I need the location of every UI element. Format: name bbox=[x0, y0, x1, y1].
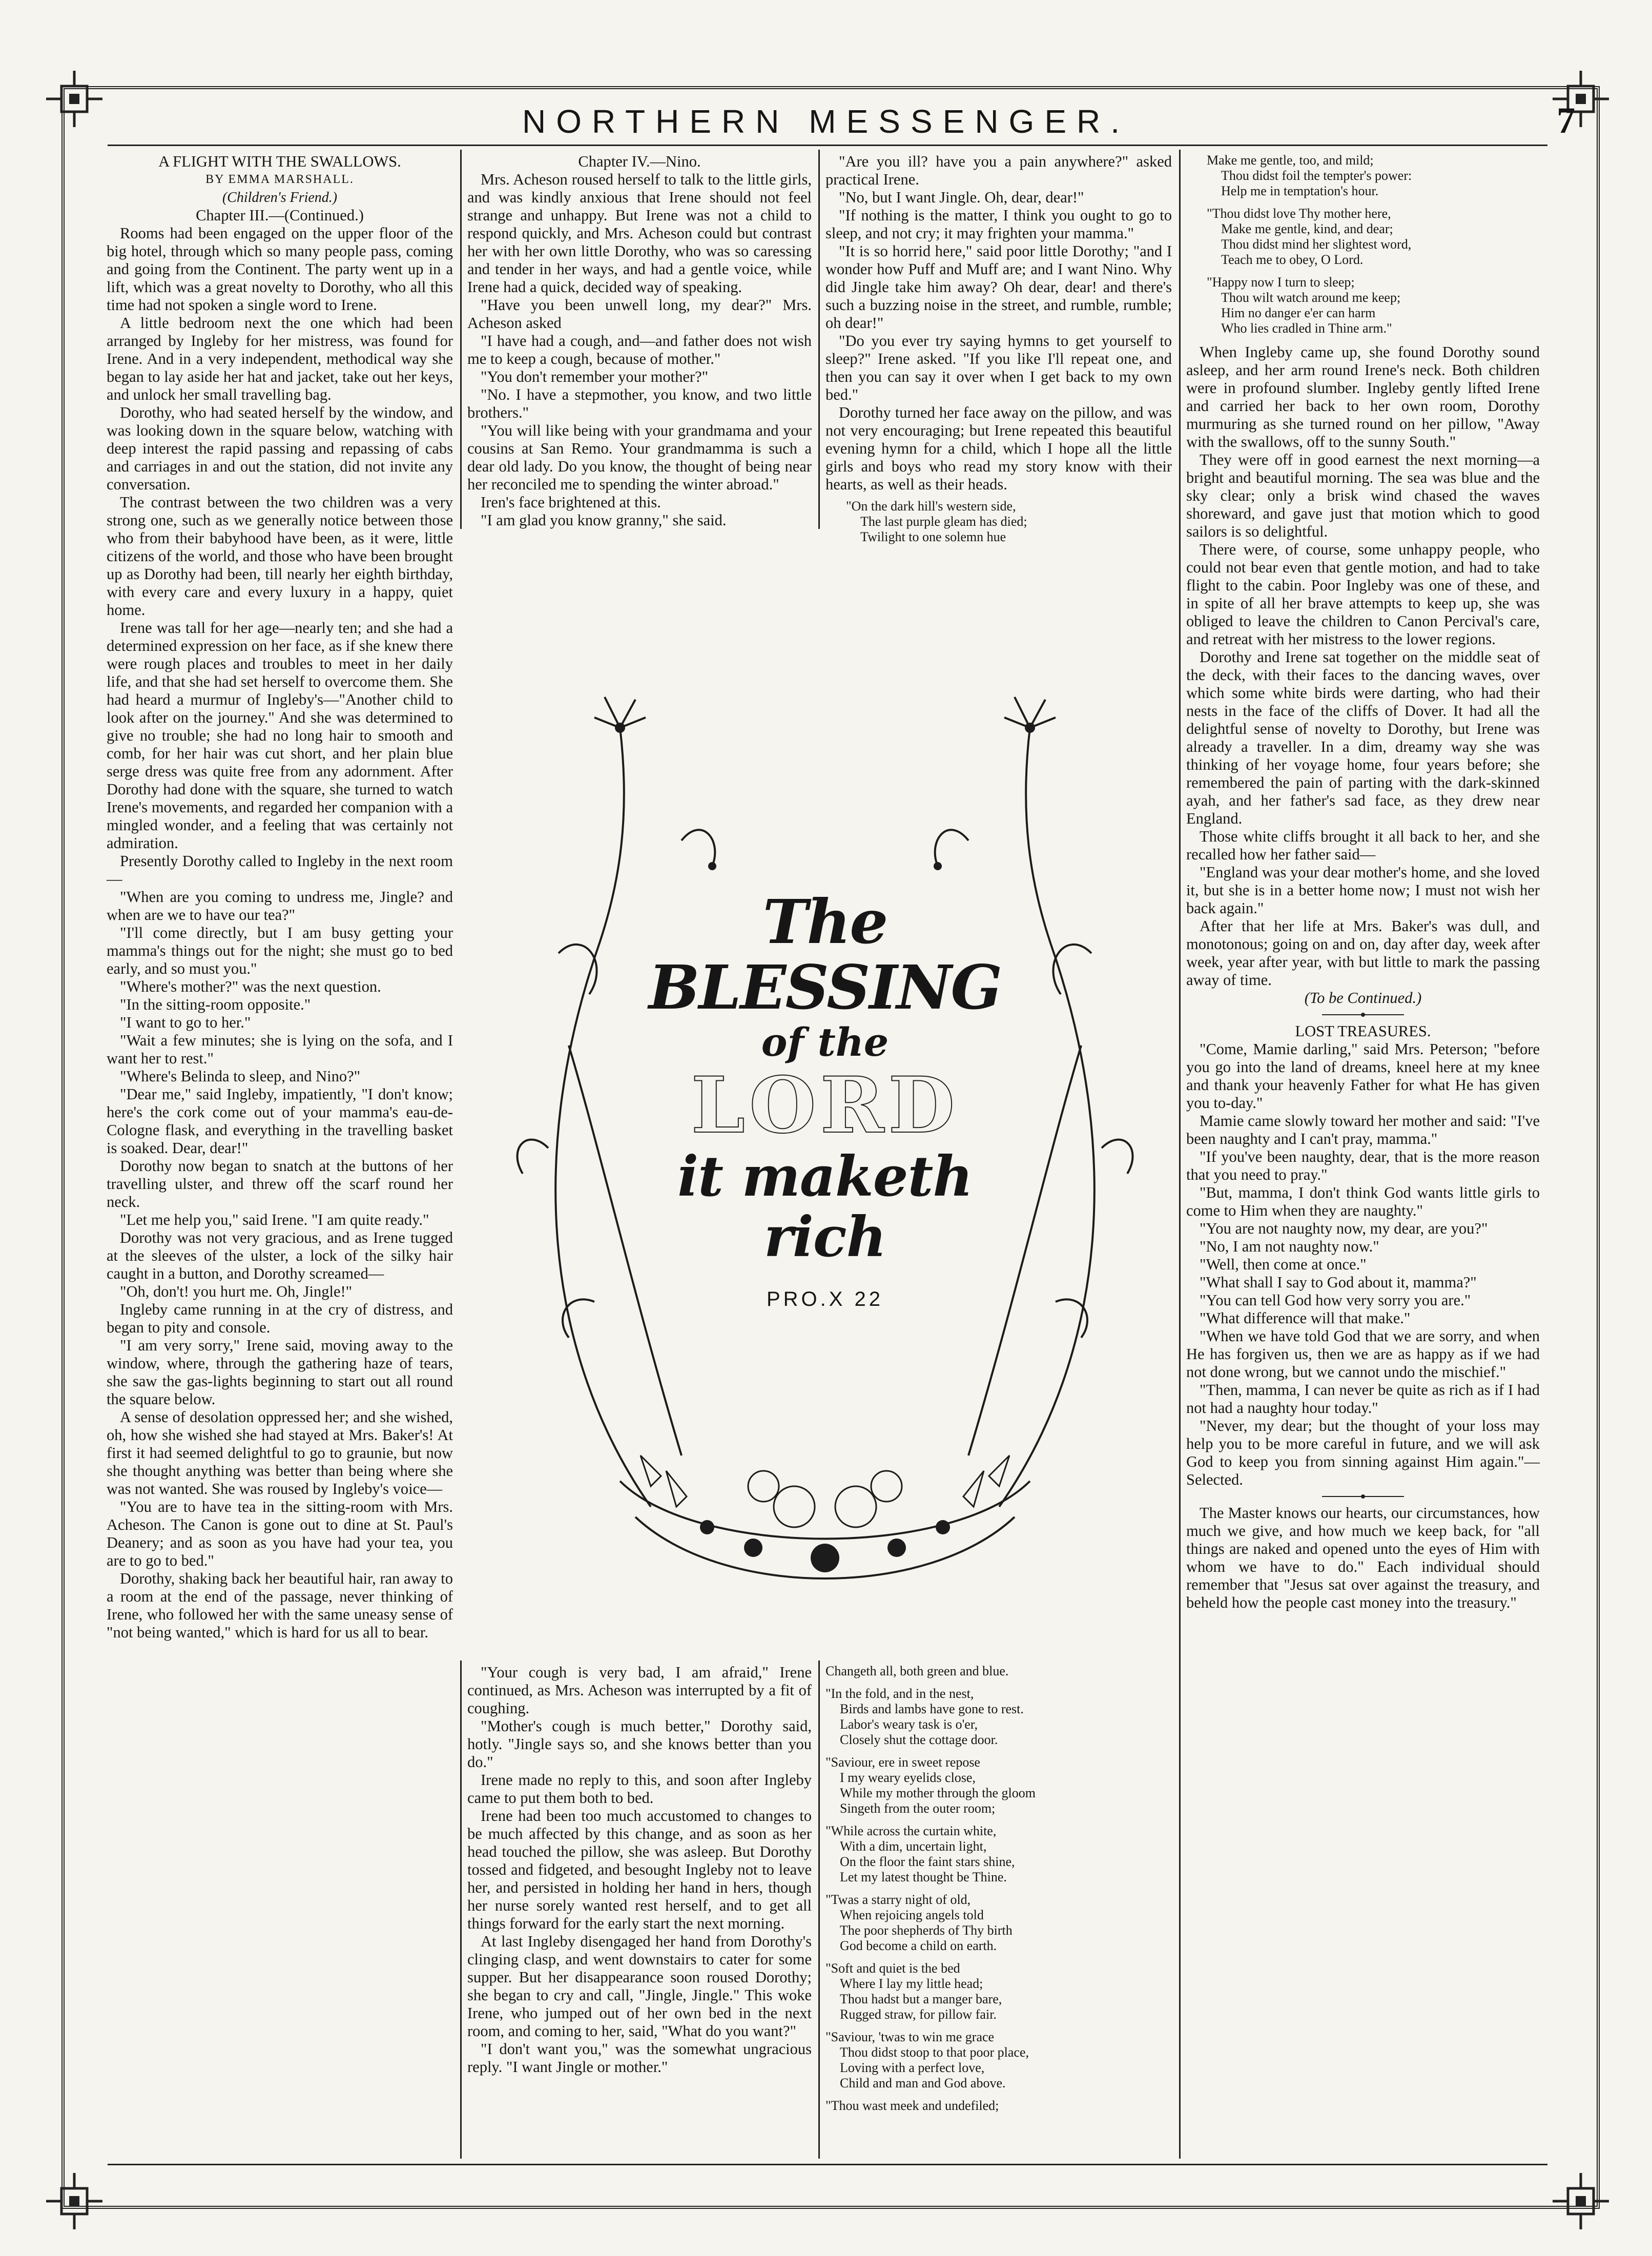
paragraph: "If you've been naughty, dear, that is the more reason that you need to pray." bbox=[1186, 1148, 1540, 1183]
column-divider bbox=[818, 150, 820, 529]
story-byline: BY EMMA MARSHALL. bbox=[205, 173, 354, 186]
paragraph: "Then, mamma, I can never be quite as rich as if I had not had a naughty hour today." bbox=[1186, 1381, 1540, 1417]
hymn-verses-end bbox=[1186, 153, 1540, 336]
verse-line: On the floor the faint stars shine, bbox=[840, 1854, 1015, 1869]
verse-line: Loving with a perfect love, bbox=[840, 2060, 985, 2075]
verse-line: Help me in temptation's hour. bbox=[1221, 183, 1379, 198]
verse-line: I my weary eyelids close, bbox=[840, 1770, 976, 1785]
stanza bbox=[825, 1755, 1172, 1816]
hymn-verse bbox=[825, 499, 1172, 545]
stanza bbox=[825, 1686, 1172, 1748]
paragraph: "Do you ever try saying hymns to get yourself to sleep?" Irene asked. "If you like I'll repeat one, and then you can say it over when I get back to my own bed." bbox=[825, 332, 1172, 403]
paragraph: A little bedroom next the one which had been arranged by Ingleby for her mistress, was found for Irene. And in a very independent, methodical way she began to lay aside her hat and jacket, take out her keys, and unlock her small travelling bag. bbox=[107, 314, 453, 403]
paragraph: "Well, then come at once." bbox=[1200, 1256, 1367, 1273]
paragraph: The contrast between the two children was a very strong one, such as we generally notice between those who from their babyhood have been, as it were, little citizens of the world, and those who have been brought up as Dorothy had been, till nearly her eighth birthday, with every care and every luxury in a happy, quiet home. bbox=[107, 494, 453, 619]
paragraph: Mamie came slowly toward her mother and said: "I've been naughty and I can't pray, mamma." bbox=[1186, 1112, 1540, 1147]
story-title: A FLIGHT WITH THE SWALLOWS. bbox=[158, 153, 401, 170]
column-divider bbox=[818, 1660, 820, 2159]
divider-ornament-icon bbox=[1322, 1012, 1404, 1017]
paragraph: "England was your dear mother's home, and she loved it, but she is in a better home now; I must not wish her back again." bbox=[1186, 864, 1540, 917]
column-1 bbox=[107, 153, 453, 1642]
verse-line: "Happy now I turn to sleep; bbox=[1207, 275, 1355, 290]
paragraph: "You are not naughty now, my dear, are you?" bbox=[1200, 1220, 1488, 1237]
corner-ornament-icon bbox=[1553, 2173, 1609, 2229]
motto-line: The BLESSING bbox=[648, 886, 1002, 1023]
blessing-motto bbox=[630, 886, 1020, 1311]
paragraph: "Where's Belinda to sleep, and Nino?" bbox=[120, 1068, 361, 1085]
paragraph: "Are you ill? have you a pain anywhere?" asked practical Irene. bbox=[825, 153, 1172, 188]
paragraph: "It is so horrid here," said poor little Dorothy; "and I wonder how Puff and Muff are; and I want Nino. Why did Jingle take him away? Oh dear, dear! and there's such a buzzing noise in the street, and rumble, rumble; oh dear!" bbox=[825, 242, 1172, 332]
verse-line: Changeth all, both green and blue. bbox=[825, 1664, 1009, 1678]
verse-line: The poor shepherds of Thy birth bbox=[840, 1923, 1013, 1938]
column-2-top bbox=[467, 153, 812, 529]
column-3-bottom bbox=[825, 1664, 1172, 2121]
paragraph: They were off in good earnest the next morning—a bright and beautiful morning. The sea was blue and the sky clear; only a brisk wind chased the waves shoreward, and gave just that motion which to good sailors is so delightful. bbox=[1186, 451, 1540, 540]
column-2-bottom-body bbox=[467, 1664, 812, 2076]
paragraph: Dorothy and Irene sat together on the middle seat of the deck, with their faces to the dancing waves, over which some white birds were darting, who had their nests in the face of the cliffs of Dover. It had all the delightful sense of novelty to Dorothy, but Irene was already a traveller. In a dim, dreamy way she was thinking of her voyage home, four years before; she remembered the pain of parting with the dark-skinned ayah, and her father's sad face, as they drew near England. bbox=[1186, 648, 1540, 827]
paragraph: "No, I am not naughty now." bbox=[1200, 1238, 1379, 1255]
paragraph: "You don't remember your mother?" bbox=[481, 368, 709, 385]
column-3-top bbox=[825, 153, 1172, 545]
verse-line: Make me gentle, kind, and dear; bbox=[1221, 221, 1393, 236]
paragraph: After that her life at Mrs. Baker's was dull, and monotonous; going on and on, day after day, week after week, year after year, with but little to mark the passing away of time. bbox=[1186, 917, 1540, 989]
verse-line: Closely shut the cottage door. bbox=[840, 1732, 998, 1747]
scripture-reference: PRO.X 22 bbox=[766, 1288, 884, 1310]
verse-line: "Saviour, 'twas to win me grace bbox=[825, 2029, 995, 2044]
chapter-heading: Chapter IV.—Nino. bbox=[578, 153, 701, 170]
paragraph: "If nothing is the matter, I think you ought to go to sleep, and not cry; it may frighten your mamma." bbox=[825, 207, 1172, 242]
column-3-top-body bbox=[825, 153, 1172, 494]
paragraph: "When are you coming to undress me, Jingle? and when are we to have our tea?" bbox=[107, 888, 453, 924]
stanza bbox=[825, 1961, 1172, 2022]
verse-line: "Thou didst love Thy mother here, bbox=[1207, 206, 1391, 221]
column-4-body bbox=[1186, 343, 1540, 989]
motto-line: it maketh rich bbox=[677, 1144, 973, 1269]
master-paragraph: The Master knows our hearts, our circumstances, how much we give, and how much we keep back, for "all things are naked and opened unto the eyes of Him with whom we have to do." Each individual should remember that "Jesus sat over against the treasury, and beheld how the people cast money into the treasury." bbox=[1186, 1504, 1540, 1611]
verse-line: Let my latest thought be Thine. bbox=[840, 1870, 1007, 1884]
paragraph: "I'll come directly, but I am busy getting your mamma's things out for the night; she must go to bed early, and so must you." bbox=[107, 924, 453, 977]
verse-line: "Saviour, ere in sweet repose bbox=[825, 1755, 980, 1770]
to-be-continued: (To be Continued.) bbox=[1304, 989, 1422, 1007]
stanza bbox=[825, 1823, 1172, 1885]
column-1-body bbox=[107, 224, 453, 1642]
paragraph: When Ingleby came up, she found Dorothy sound asleep, and her arm round Irene's neck. Both children were in profound slumber. Ingleby gently lifted Irene and carried her back to her own room, Dorothy murmuring as she turned round on her pillow, "Away with the swallows, off to the sunny South." bbox=[1186, 343, 1540, 450]
paragraph: Dorothy turned her face away on the pillow, and was not very encouraging; but Irene repeated this beautiful evening hymn for a child, which I hope all the little girls and boys who read my story know with their hearts, as well as their heads. bbox=[825, 404, 1172, 493]
paragraph: "I am glad you know granny," she said. bbox=[481, 511, 727, 529]
paragraph: "I have had a cough, and—and father does not wish me to keep a cough, because of mother." bbox=[467, 332, 812, 367]
verse-line: "While across the curtain white, bbox=[825, 1823, 997, 1838]
paragraph: "But, mamma, I don't think God wants little girls to come to Him when they are naughty." bbox=[1186, 1184, 1540, 1219]
paragraph: Dorothy, who had seated herself by the window, and was looking down in the square below, watching with deep interest the rapid passing and repassing of cabs and carriages in and out the station, did not invite any conversation. bbox=[107, 404, 453, 493]
paragraph: "Your cough is very bad, I am afraid," Irene continued, as Mrs. Acheson was interrupted by a fit of coughing. bbox=[467, 1664, 812, 1717]
column-4 bbox=[1186, 153, 1540, 1612]
footer-rule bbox=[108, 2164, 1547, 2165]
verse-line: Where I lay my little head; bbox=[840, 1976, 983, 1991]
verse-line: "In the fold, and in the nest, bbox=[825, 1686, 974, 1701]
paragraph: "I want to go to her." bbox=[120, 1014, 251, 1031]
verse-line: With a dim, uncertain light, bbox=[840, 1839, 987, 1854]
column-divider bbox=[460, 1660, 462, 2159]
paragraph: At last Ingleby disengaged her hand from Dorothy's clinging clasp, and went downstairs to cater for some supper. But her disappearance soon roused Dorothy; she began to cry and call, "Jingle, Jingle." This woke Irene, who jumped out of her own bed in the next room, and coming to her, said, "What do you want?" bbox=[467, 1933, 812, 2040]
header-rule bbox=[108, 145, 1547, 146]
paragraph: "Let me help you," said Irene. "I am quite ready." bbox=[120, 1211, 429, 1228]
paragraph: "You are to have tea in the sitting-room with Mrs. Acheson. The Canon is gone out to dine at St. Paul's Deanery; and as soon as you have had your tea, you are to go to bed." bbox=[107, 1498, 453, 1569]
paragraph: Iren's face brightened at this. bbox=[481, 494, 661, 511]
stanza bbox=[1207, 275, 1540, 336]
page-number: 7 bbox=[1557, 100, 1575, 141]
stanza bbox=[825, 1664, 1172, 1679]
paragraph: "When we have told God that we are sorry, and when He has forgiven us, then we are as happy as if we had not done wrong, but we cannot undo the mischief." bbox=[1186, 1327, 1540, 1381]
corner-ornament-icon bbox=[46, 2173, 102, 2229]
paragraph: Ingleby came running in at the cry of distress, and began to pity and console. bbox=[107, 1301, 453, 1336]
paragraph: There were, of course, some unhappy people, who could not bear even that gentle motion, and had to take flight to the cabin. Poor Ingleby was one of these, and in spite of all her brave attempts to keep up, she was obliged to leave the children to Canon Percival's care, and retreat with her mistress to the lower regions. bbox=[1186, 541, 1540, 648]
motto-line: LORD bbox=[691, 1060, 959, 1151]
chapter-heading: Chapter III.—(Continued.) bbox=[196, 207, 364, 224]
paragraph: "Oh, don't! you hurt me. Oh, Jingle!" bbox=[120, 1283, 353, 1300]
stanza bbox=[1207, 153, 1540, 199]
paragraph: Those white cliffs brought it all back to her, and she recalled how her father said— bbox=[1186, 828, 1540, 863]
stanza bbox=[1207, 206, 1540, 268]
verse-line: God become a child on earth. bbox=[840, 1938, 997, 1953]
paragraph: "You will like being with your grandmama and your cousins at San Remo. Your grandmamma is such a dear old lady. Do you know, the thought of being near her reconciled me to spending the winter abroad." bbox=[467, 422, 812, 493]
motto-line: of the bbox=[761, 1019, 889, 1065]
verse-line: While my mother through the gloom bbox=[840, 1786, 1036, 1800]
paragraph: "Where's mother?" was the next question. bbox=[120, 978, 381, 995]
paragraph: "I don't want you," was the somewhat ungracious reply. "I want Jingle or mother." bbox=[467, 2040, 812, 2076]
paragraph: "Wait a few minutes; she is lying on the sofa, and I want her to rest." bbox=[107, 1032, 453, 1067]
paragraph: "No, but I want Jingle. Oh, dear, dear!" bbox=[839, 189, 1084, 206]
paragraph: "You can tell God how very sorry you are." bbox=[1200, 1291, 1471, 1309]
divider-ornament-icon bbox=[1322, 1494, 1404, 1499]
column-2-top-body bbox=[467, 171, 812, 529]
verse-line: "Soft and quiet is the bed bbox=[825, 1961, 960, 1976]
verse-line: Thou hadst but a manger bare, bbox=[840, 1992, 1002, 2006]
verse-line: When rejoicing angels told bbox=[840, 1908, 984, 1922]
verse-line: "Twas a starry night of old, bbox=[825, 1892, 971, 1907]
paragraph: "Have you been unwell long, my dear?" Mrs. Acheson asked bbox=[467, 296, 812, 332]
verse-line: Make me gentle, too, and mild; bbox=[1207, 153, 1374, 168]
verse-line: Teach me to obey, O Lord. bbox=[1221, 252, 1364, 267]
paragraph: Dorothy, shaking back her beautiful hair, ran away to a room at the end of the passage, never thinking of Irene, who followed her with the same uneasy sense of "not being wanted," which is hard for us all to bear. bbox=[107, 1570, 453, 1641]
verse-line: Him no danger e'er can harm bbox=[1221, 305, 1376, 320]
paragraph: "Never, my dear; but the thought of your loss may help you to be more careful in future, and we will ask God to keep you from sinning against Him again."—Selected. bbox=[1186, 1417, 1540, 1488]
stanza bbox=[825, 2029, 1172, 2091]
verse-line: The last purple gleam has died; bbox=[860, 514, 1027, 529]
verse-line: Child and man and God above. bbox=[840, 2076, 1006, 2090]
masthead bbox=[0, 97, 1652, 143]
verse-line: Labor's weary task is o'er, bbox=[840, 1717, 978, 1732]
lost-treasures-body bbox=[1186, 1040, 1540, 1489]
paragraph: "I am very sorry," Irene said, moving away to the window, where, through the gathering haze of tears, she saw the gas-lights beginning to start out all round the square below. bbox=[107, 1337, 453, 1408]
paragraph: "What difference will that make." bbox=[1200, 1309, 1411, 1327]
verse-line: Singeth from the outer room; bbox=[840, 1801, 996, 1816]
hymn-verses bbox=[825, 1664, 1172, 2114]
verse-line: Thou wilt watch around me keep; bbox=[1221, 290, 1401, 305]
paragraph: "Come, Mamie darling," said Mrs. Peterson; "before you go into the land of dreams, kneel here at my knee and thank your heavenly Father for what He has given you to-day." bbox=[1186, 1040, 1540, 1112]
verse-line: Birds and lambs have gone to rest. bbox=[840, 1701, 1024, 1716]
verse-line: "On the dark hill's western side, bbox=[846, 499, 1016, 514]
paragraph: "What shall I say to God about it, mamma?" bbox=[1200, 1274, 1477, 1291]
paragraph: A sense of desolation oppressed her; and she wished, oh, how she wished she had stayed at Mrs. Baker's! At first it had seemed delightful to go to graunie, but now she thought anything was better than being where she was not wanted. She was roused by Ingleby's voice— bbox=[107, 1408, 453, 1498]
paragraph: Irene was tall for her age—nearly ten; and she had a determined expression on her face, as if she knew there were rough places and troubles to meet in her daily life, and that she had set herself to overcome them. She had heard a murmur of Ingleby's—"Another child to look after on the journey." And she was determined to give no trouble; she had no long hair to smooth and comb, for her hair was cut short, and her plain blue serge dress was quite free from any adornment. After Dorothy had done with the square, she turned to watch Irene's movements, and regarded her companion with a mingled wonder, and a feeling that was certainly not admiration. bbox=[107, 619, 453, 852]
paragraph: "In the sitting-room opposite." bbox=[120, 996, 311, 1013]
stanza bbox=[825, 1892, 1172, 1954]
lost-treasures-title: LOST TREASURES. bbox=[1295, 1022, 1431, 1040]
paragraph: Irene had been too much accustomed to changes to be much affected by this change, and as soon as her head touched the pillow, she was asleep. But Dorothy tossed and fidgeted, and besought Ingleby not to leave her, and persisted in holding her hand in hers, though her nurse sorely wanted rest herself, and to get all things forward for the early start the next morning. bbox=[467, 1807, 812, 1932]
column-divider bbox=[460, 150, 462, 529]
story-source: (Children's Friend.) bbox=[222, 190, 338, 206]
paragraph: Irene made no reply to this, and soon after Ingleby came to put them both to bed. bbox=[467, 1771, 812, 1807]
paragraph: Dorothy was not very gracious, and as Irene tugged at the sleeves of the ulster, a lock of the silky hair caught in a button, and Dorothy screamed— bbox=[107, 1229, 453, 1282]
verse-line: Who lies cradled in Thine arm." bbox=[1221, 321, 1392, 336]
newspaper-title: NORTHERN MESSENGER. bbox=[522, 103, 1130, 140]
verse-line: "Thou wast meek and undefiled; bbox=[825, 2098, 999, 2113]
verse-line: Rugged straw, for pillow fair. bbox=[840, 2007, 997, 2022]
verse-line: Thou didst foil the tempter's power: bbox=[1221, 168, 1412, 183]
paragraph: Dorothy now began to snatch at the buttons of her travelling ulster, and threw off the scarf round her neck. bbox=[107, 1157, 453, 1211]
paragraph: Rooms had been engaged on the upper floor of the big hotel, through which so many people pass, coming and going from the Continent. The party went up in a lift, which was a great novelty to Dorothy, who all this time had not spoken a single word to Irene. bbox=[107, 224, 453, 314]
paragraph: "Dear me," said Ingleby, impatiently, "I don't know; here's the cork come out of your mamma's eau-de-Cologne flask, and everything in the travelling basket is soaked. Dear, dear!" bbox=[107, 1085, 453, 1157]
paragraph: "No. I have a stepmother, you know, and two little brothers." bbox=[467, 386, 812, 421]
paragraph: "Mother's cough is much better," Dorothy said, hotly. "Jingle says so, and she knows better than you do." bbox=[467, 1717, 812, 1771]
verse-line: Thou didst stoop to that poor place, bbox=[840, 2045, 1029, 2060]
paragraph: Presently Dorothy called to Ingleby in the next room— bbox=[107, 852, 453, 888]
stanza bbox=[825, 2098, 1172, 2114]
paragraph: Mrs. Acheson roused herself to talk to the little girls, and was kindly anxious that Irene should not feel strange and unhappy. But Irene was not a child to respond quickly, and Mrs. Acheson could but contrast her with her own little Dorothy, who was so caressing and tender in her ways, and had a gentle voice, while Irene had a quick, decided way of speaking. bbox=[467, 171, 812, 296]
column-2-bottom bbox=[467, 1664, 812, 2076]
verse-line: Twilight to one solemn hue bbox=[860, 529, 1006, 544]
verse-line: Thou didst mind her slightest word, bbox=[1221, 237, 1412, 252]
